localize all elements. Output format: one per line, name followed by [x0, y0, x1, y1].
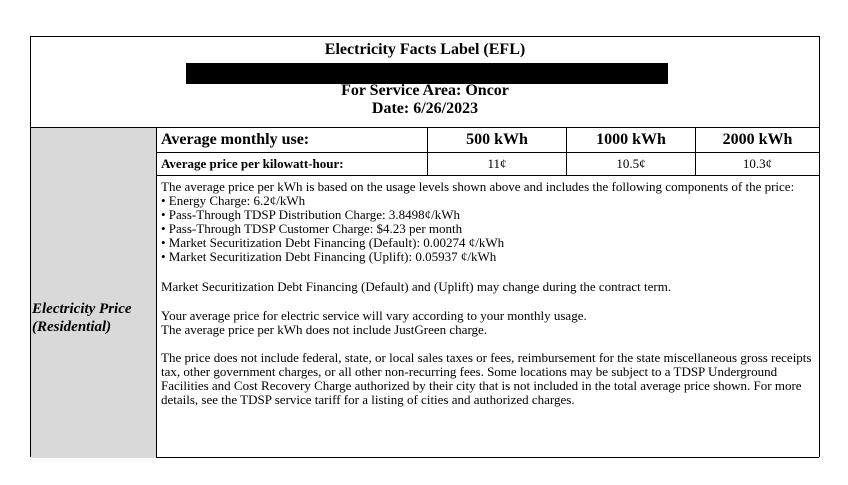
bottom-rule: [156, 457, 819, 458]
efl-header: [31, 37, 819, 128]
usage-col-500: 500 kWh: [428, 128, 567, 152]
label-date: Date: 6/26/2023: [371, 100, 479, 117]
debt-financing-note: Market Securitization Debt Financing (Default) and (Uplift) may change during the contract term.: [161, 279, 672, 294]
taxes-fees-note: The price does not include federal, state, or local sales taxes or fees, reimbursement for the state miscellaneous gross receipts tax, other government charges, or all other non-recurring fees. Some locations may be subject to a TDSP Underground Facilities and Cost Recovery Charge authorized by their city that is not included in the total average price shown. For more details, see the TDSP service tariff for a listing of cities and authorized charges.: [161, 350, 812, 407]
price-vary-note: Your average price for electric service will vary according to your monthly usage.: [161, 308, 587, 323]
section-label-line1: Electricity Price: [32, 301, 132, 317]
redaction-bar: [186, 63, 668, 84]
price-2000: 10.3¢: [742, 156, 773, 171]
component-debt-default: • Market Securitization Debt Financing (Default): 0.00274 ¢/kWh: [161, 235, 505, 250]
usage-header-row: [157, 128, 819, 153]
component-tdsp-distribution: • Pass-Through TDSP Distribution Charge: 3.8498¢/kWh: [161, 207, 460, 222]
price-details: [161, 180, 817, 407]
usage-col-2000: 2000 kWh: [722, 131, 793, 148]
section-sidebar: [31, 128, 157, 458]
details-intro: The average price per kWh is based on the usage levels shown above and includes the following components of the price:: [161, 179, 795, 194]
component-tdsp-customer: • Pass-Through TDSP Customer Charge: $4.23 per month: [161, 221, 463, 236]
section-label-line2: (Residential): [32, 319, 112, 335]
section-label: [32, 300, 132, 336]
component-debt-uplift: • Market Securitization Debt Financing (Uplift): 0.05937 ¢/kWh: [161, 249, 497, 264]
electricity-facts-label: [30, 36, 820, 457]
price-1000: 10.5¢: [567, 153, 696, 175]
price-500: 11¢: [428, 153, 567, 175]
efl-title: Electricity Facts Label (EFL): [324, 41, 526, 58]
price-row-label: Average price per kilowatt-hour:: [157, 153, 428, 175]
service-area: For Service Area: Oncor: [341, 82, 509, 99]
usage-row-label: Average monthly use:: [157, 128, 428, 152]
usage-col-1000: 1000 kWh: [567, 128, 696, 152]
component-energy: • Energy Charge: 6.2¢/kWh: [161, 193, 306, 208]
justgreen-note: The average price per kWh does not include JustGreen charge.: [161, 322, 488, 337]
price-row: [157, 153, 819, 176]
